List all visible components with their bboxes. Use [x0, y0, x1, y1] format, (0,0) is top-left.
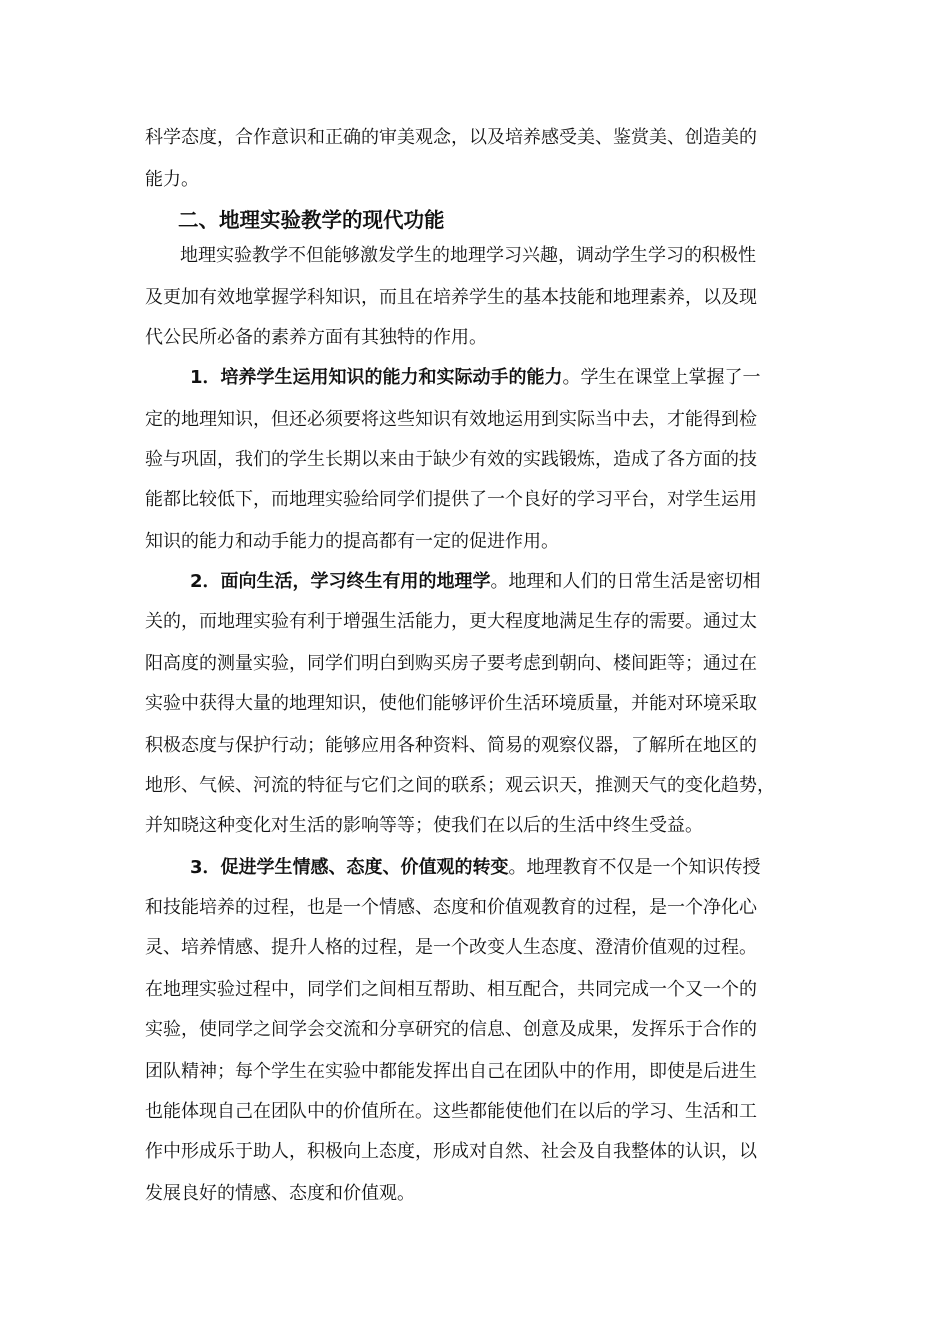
paragraph-line: 及更加有效地掌握学科知识，而且在培养学生的基本技能和地理素养，以及现: [145, 287, 757, 308]
paragraph-line: [190, 366, 761, 390]
paragraph-line: [190, 570, 761, 594]
point-title: 2．面向生活，学习终生有用的地理学: [190, 571, 491, 592]
section-heading: 二、地理实验教学的现代功能: [178, 208, 445, 232]
paragraph-line: 并知晓这种变化对生活的影响等等；使我们在以后的生活中终生受益。: [145, 815, 703, 836]
paragraph-line: 地理实验教学不但能够激发学生的地理学习兴趣，调动学生学习的积极性: [180, 245, 756, 266]
paragraph-line: 验与巩固，我们的学生长期以来由于缺少有效的实践锻炼，造成了各方面的技: [145, 449, 757, 470]
point-title: 1．培养学生运用知识的能力和实际动手的能力: [190, 367, 563, 388]
paragraph-line: 发展良好的情感、态度和价值观。: [145, 1183, 415, 1204]
paragraph-line: 实验中获得大量的地理知识，使他们能够评价生活环境质量，并能对环境采取: [145, 693, 757, 714]
paragraph-line: 作中形成乐于助人，积极向上态度，形成对自然、社会及自我整体的认识，以: [145, 1141, 757, 1162]
paragraph-line: 能都比较低下，而地理实验给同学们提供了一个良好的学习平台，对学生运用: [145, 489, 757, 510]
paragraph-line: 灵、培养情感、提升人格的过程，是一个改变人生态度、澄清价值观的过程。: [145, 937, 757, 958]
paragraph-line: 和技能培养的过程，也是一个情感、态度和价值观教育的过程，是一个净化心: [145, 897, 757, 918]
paragraph-line: 实验，使同学之间学会交流和分享研究的信息、创意及成果，发挥乐于合作的: [145, 1019, 757, 1040]
paragraph-line: 团队精神；每个学生在实验中都能发挥出自己在团队中的作用，即使是后进生: [145, 1061, 757, 1082]
paragraph-line: 能力。: [145, 169, 199, 190]
point-text: 。地理教育不仅是一个知识传授: [508, 857, 761, 878]
paragraph-line: [190, 856, 761, 880]
paragraph-line: 定的地理知识，但还必须要将这些知识有效地运用到实际当中去，才能得到检: [145, 409, 757, 430]
paragraph-line: 科学态度，合作意识和正确的审美观念，以及培养感受美、鉴赏美、创造美的: [145, 127, 757, 148]
paragraph-line: 地形、气候、河流的特征与它们之间的联系；观云识天，推测天气的变化趋势，: [145, 775, 775, 796]
paragraph-line: 代公民所必备的素养方面有其独特的作用。: [145, 327, 487, 348]
paragraph-line: 阳高度的测量实验，同学们明白到购买房子要考虑到朝向、楼间距等；通过在: [145, 653, 757, 674]
paragraph-line: 关的，而地理实验有利于增强生活能力，更大程度地满足生存的需要。通过太: [145, 611, 757, 632]
point-title: 3．促进学生情感、态度、价值观的转变: [190, 857, 509, 878]
paragraph-line: 也能体现自己在团队中的价值所在。这些都能使他们在以后的学习、生活和工: [145, 1101, 757, 1122]
point-text: 。地理和人们的日常生活是密切相: [490, 571, 761, 592]
point-text: 。学生在课堂上掌握了一: [562, 367, 761, 388]
paragraph-line: 积极态度与保护行动；能够应用各种资料、简易的观察仪器，了解所在地区的: [145, 735, 757, 756]
paragraph-line: 在地理实验过程中，同学们之间相互帮助、相互配合，共同完成一个又一个的: [145, 979, 757, 1000]
paragraph-line: 知识的能力和动手能力的提高都有一定的促进作用。: [145, 531, 559, 552]
